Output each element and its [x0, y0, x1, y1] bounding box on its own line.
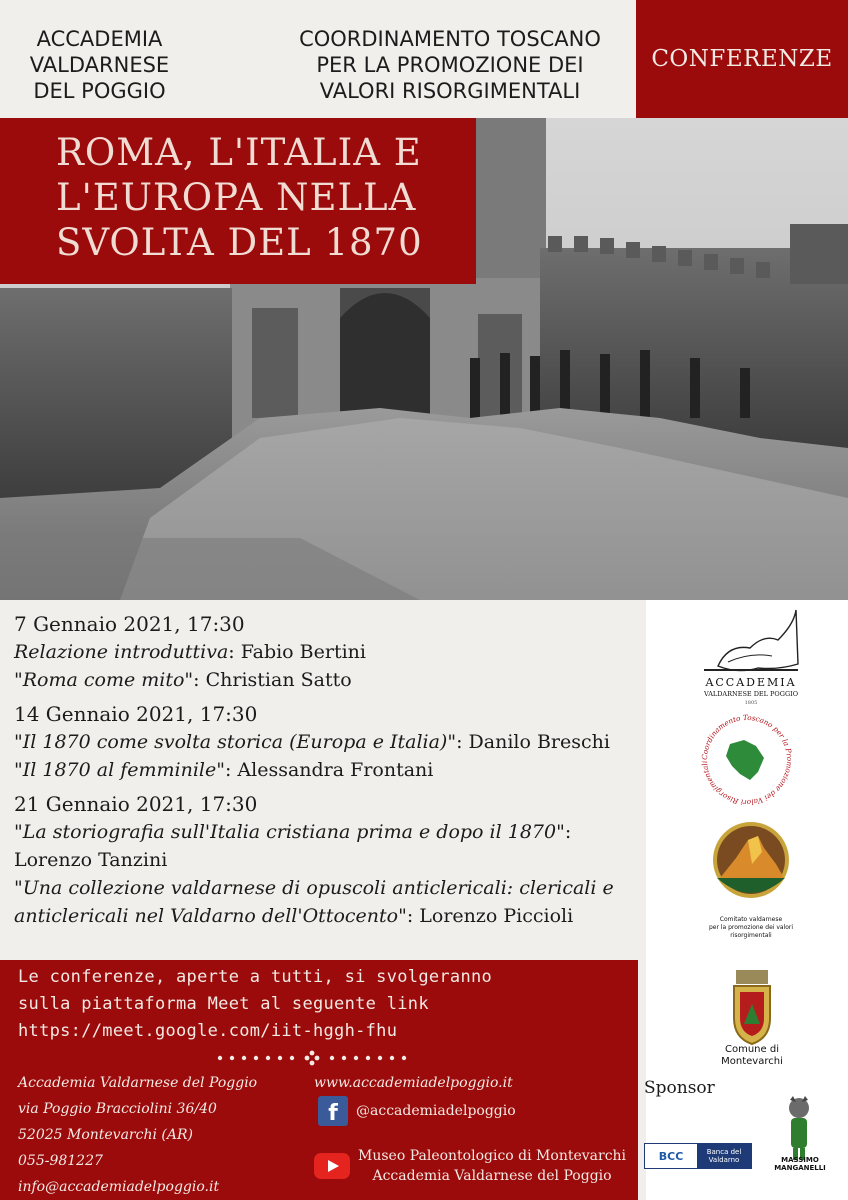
email-link[interactable]: info@accademiadelpoggio.it	[18, 1179, 220, 1195]
header-mid-line: VALORI RISORGIMENTALI	[319, 79, 581, 103]
address-line: via Poggio Bracciolini 36/40	[18, 1101, 217, 1117]
phone-number[interactable]: 055-981227	[18, 1153, 103, 1169]
talk-line	[14, 728, 646, 756]
comitato-logo	[706, 818, 796, 908]
coordinamento-header	[270, 26, 630, 104]
meet-info	[18, 964, 618, 1045]
bcc-logo-mark: BCC	[645, 1144, 697, 1168]
comune-caption	[706, 1044, 798, 1068]
talk-title: Relazione introduttiva	[14, 641, 229, 663]
header-left-line: VALDARNESE	[29, 53, 170, 77]
title-line: ROMA, L'ITALIA E	[56, 131, 422, 174]
session-3	[14, 790, 646, 930]
header-left-line: DEL POGGIO	[33, 79, 166, 103]
schedule	[0, 600, 646, 960]
talk-title: anticlericali nel Valdarno dell'Ottocento"	[14, 905, 407, 927]
ornament-divider	[212, 1048, 412, 1068]
talk-title: "La storiografia sull'Italia cristiana prima e dopo il 1870"	[14, 821, 565, 843]
comune-caption-line: Montevarchi	[721, 1056, 783, 1067]
comune-caption-line: Comune di	[725, 1044, 779, 1055]
talk-line	[14, 874, 646, 902]
session-date: 21 Gennaio 2021, 17:30	[14, 792, 258, 816]
talk-line	[14, 638, 646, 666]
facebook-link[interactable]	[318, 1096, 516, 1126]
talk-title: "Il 1870 come svolta storica (Europa e Italia)"	[14, 731, 457, 753]
comitato-caption-line: per la promozione dei valori	[708, 924, 794, 931]
session-2	[14, 700, 646, 784]
talk-speaker: : Fabio Bertini	[228, 641, 366, 663]
meet-info-line: Le conferenze, aperte a tutti, si svolgeranno	[18, 967, 493, 987]
coordinamento-ring-text: Coordinamento Toscano per la Promozione dei Valori Risorgimentali	[699, 712, 795, 808]
header-mid-line: COORDINAMENTO TOSCANO	[299, 27, 601, 51]
footer	[0, 960, 638, 1200]
comitato-caption-line: Comitato valdarnese	[719, 916, 783, 923]
talk-speaker: : Lorenzo Piccioli	[406, 905, 574, 927]
talk-line	[14, 666, 646, 694]
header-mid-line: PER LA PROMOZIONE DEI	[316, 53, 584, 77]
session-date: 14 Gennaio 2021, 17:30	[14, 702, 258, 726]
talk-speaker: : Christian Satto	[193, 669, 352, 691]
title-line: L'EUROPA NELLA	[56, 176, 417, 219]
header	[0, 0, 636, 118]
talk-title: "Il 1870 al femminile"	[14, 759, 225, 781]
address-line: 52025 Montevarchi (AR)	[18, 1127, 193, 1143]
meet-link[interactable]: https://meet.google.com/iit-hggh-fhu	[18, 1021, 398, 1041]
talk-title: "Una collezione valdarnese di opuscoli anticlericali: clericali e	[14, 877, 614, 899]
title-box	[0, 118, 476, 284]
comitato-caption	[696, 916, 806, 940]
header-left-line: ACCADEMIA	[36, 27, 163, 51]
manganelli-name: MASSIMO MANGANELLI	[774, 1156, 826, 1172]
facebook-handle: @accademiadelpoggio	[356, 1103, 516, 1119]
talk-line	[14, 818, 646, 846]
bcc-logo-name: Banca del Valdarno	[697, 1144, 751, 1168]
session-1	[14, 610, 646, 694]
sponsor-label: Sponsor	[644, 1078, 715, 1098]
accademia-logo	[698, 604, 804, 706]
talk-speaker: : Alessandra Frontani	[224, 759, 434, 781]
talk-speaker-line: Lorenzo Tanzini	[14, 849, 168, 871]
address-line: Accademia Valdarnese del Poggio	[18, 1075, 258, 1091]
youtube-channels	[358, 1146, 626, 1186]
address-block	[18, 1070, 298, 1200]
talk-line	[14, 902, 646, 930]
bcc-logo	[644, 1143, 752, 1169]
conferenze-label: CONFERENZE	[636, 0, 848, 118]
coordinamento-logo	[692, 710, 802, 810]
facebook-icon: f	[318, 1096, 348, 1126]
youtube-link[interactable]	[314, 1146, 626, 1186]
title-line: SVOLTA DEL 1870	[56, 221, 423, 264]
comitato-caption-line: risorgimentali	[730, 932, 772, 939]
talk-speaker: : Danilo Breschi	[456, 731, 610, 753]
talk-line	[14, 756, 646, 784]
montevarchi-crest	[724, 968, 780, 1048]
accademia-header	[12, 26, 187, 104]
talk-title: "Roma come mito"	[14, 669, 194, 691]
youtube-channel-line: Accademia Valdarnese del Poggio	[372, 1168, 612, 1184]
accademia-logo-title: ACCADEMIA	[705, 676, 797, 689]
youtube-icon	[314, 1153, 350, 1179]
youtube-channel-line: Museo Paleontologico di Montevarchi	[358, 1148, 627, 1164]
meet-info-line: sulla piattaforma Meet al seguente link	[18, 994, 429, 1014]
session-date: 7 Gennaio 2021, 17:30	[14, 612, 245, 636]
website-link[interactable]: www.accademiadelpoggio.it	[314, 1075, 513, 1091]
talk-speaker: :	[564, 821, 572, 843]
accademia-logo-year: 1805	[744, 700, 758, 706]
accademia-logo-subtitle: VALDARNESE DEL POGGIO	[703, 690, 799, 698]
